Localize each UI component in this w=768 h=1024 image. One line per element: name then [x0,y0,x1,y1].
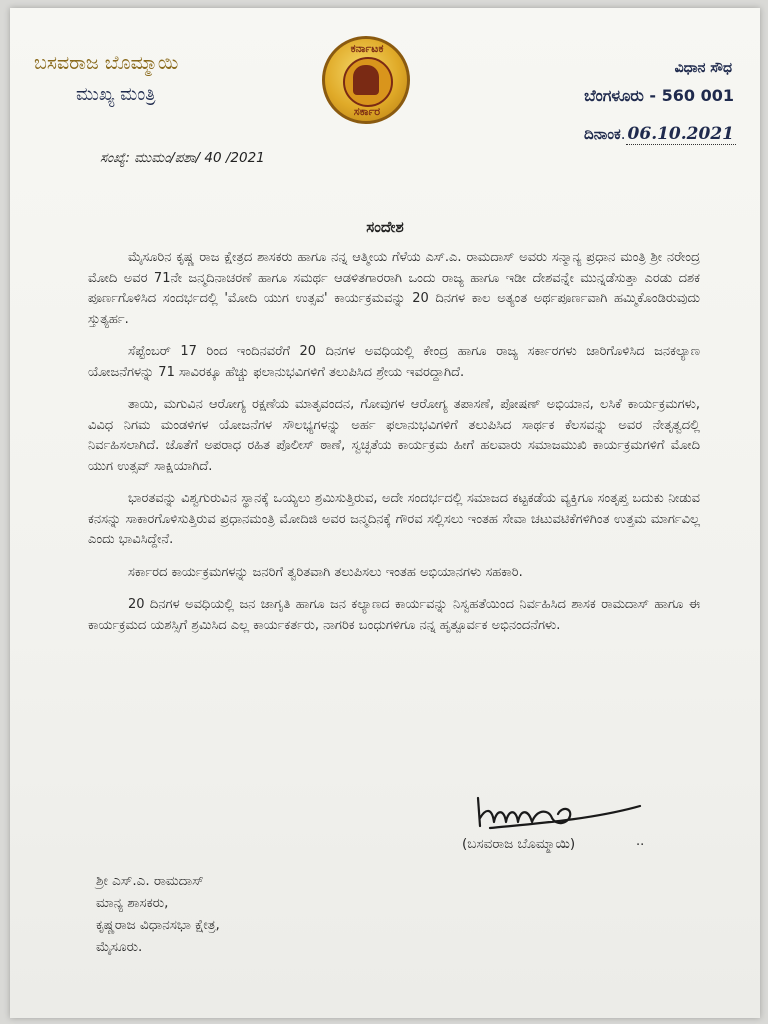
date-value: 06.10.2021 [627,124,734,144]
seal-bottom-text: ಸರ್ಕಾರ [353,105,381,118]
letter-subject: ಸಂದೇಶ [366,218,404,236]
signature-mark: ·· [636,838,645,853]
body-paragraph-5: ಸರ್ಕಾರದ ಕಾರ್ಯಕ್ರಮಗಳನ್ನು ಜನರಿಗೆ ತ್ವರಿತವಾಗಿ ತಲುಪಿಸಲು ಇಂತಹ ಅಭಿಯಾನಗಳು ಸಹಕಾರಿ. [128,564,523,580]
seal-top-text: ಕರ್ನಾಟಕ [350,42,384,55]
body-paragraph-3: ತಾಯಿ, ಮಗುವಿನ ಆರೋಗ್ಯ ರಕ್ಷಣೆಯ ಮಾತೃವಂದನ, ಗೋವುಗಳ ಆರೋಗ್ಯ ತಪಾಸಣೆ, ಪೋಷಣ್ ಅಭಿಯಾನ, ಲಸಿಕೆ ಕಾರ್ಯಕ್ರಮಗಳು, ವಿವಿಧ ನಿಗಮ ಮಂಡಳಿಗಳ ಯೋಜನೆಗಳ ಸೌಲಭ್ಯಗಳನ್ನು ಅರ್ಹ ಫಲಾನುಭವಿಗಳಿಗೆ ತಲುಪಿಸಿದ ಸಾರ್ಥಕ ಕೆಲಸವನ್ನು ಅವರ ನೇತೃತ್ವದಲ್ಲಿ ನಿರ್ವಹಿಸಲಾಗಿದೆ. ಜೊತೆಗೆ ಅಪರಾಧ ರಹಿತ ಪೊಲೀಸ್ ಠಾಣೆ, ಸ್ವಚ್ಛತೆಯ ಕಾರ್ಯಕ್ರಮ ಹೀಗೆ ಹಲವಾರು ಸಮಾಜಮುಖಿ ಕಾರ್ಯಕ್ರಮಗಳಿಗೆ ಮೋದಿ ಯುಗ ಉತ್ಸವ್ ಸಾಕ್ಷಿಯಾಗಿದೆ. [88,397,700,474]
reference-number: ಸಂಖ್ಯೆ: ಮುಮಂ/ಪಶಾ/ 40 /2021 [100,150,265,166]
date-separator: . [620,125,626,143]
handwritten-signature-icon [450,778,650,840]
address-line-2: ಬೆಂಗಳೂರು - 560 001 [584,86,734,105]
sender-title: ಮುಖ್ಯ ಮಂತ್ರಿ [76,84,156,105]
seal-emblem-ring [343,57,393,107]
recipient-title: ಮಾನ್ಯ ಶಾಸಕರು, [96,895,169,911]
letter-body [88,248,700,648]
body-paragraph-4: ಭಾರತವನ್ನು ವಿಶ್ವಗುರುವಿನ ಸ್ಥಾನಕ್ಕೆ ಒಯ್ಯಲು ಶ್ರಮಿಸುತ್ತಿರುವ, ಅದೇ ಸಂದರ್ಭದಲ್ಲಿ ಸಮಾಜದ ಕಟ್ಟಕಡೆಯ ವ್ಯಕ್ತಿಗೂ ಸಂತೃಪ್ತ ಬದುಕು ನೀಡುವ ಕನಸನ್ನು ಸಾಕಾರಗೊಳಿಸುತ್ತಿರುವ ಪ್ರಧಾನಮಂತ್ರಿ ಮೋದಿಜಿ ಅವರ ಜನ್ಮದಿನಕ್ಕೆ ಗೌರವ ಸಲ್ಲಿಸಲು ಇಂತಹ ಸೇವಾ ಚಟುವಟಿಕೆಗಳಿಗಿಂತ ಉತ್ತಮ ಮಾರ್ಗವಿಲ್ಲ ಎಂದು ಭಾವಿಸಿದ್ದೇನೆ. [88,491,700,547]
seal-emblem-icon [353,65,379,95]
body-paragraph-2: ಸೆಪ್ಟೆಂಬರ್ 17 ರಿಂದ ಇಂದಿನವರೆಗೆ 20 ದಿನಗಳ ಅವಧಿಯಲ್ಲಿ ಕೇಂದ್ರ ಹಾಗೂ ರಾಜ್ಯ ಸರ್ಕಾರಗಳು ಜಾರಿಗೊಳಿಸಿದ ಜನಕಲ್ಯಾಣ ಯೋಜನೆಗಳನ್ನು 71 ಸಾವಿರಕ್ಕೂ ಹೆಚ್ಚು ಫಲಾನುಭವಿಗಳಿಗೆ ತಲುಪಿಸಿದ ಶ್ರೇಯ ಇವರದ್ದಾಗಿದೆ. [88,344,700,380]
recipient-constituency: ಕೃಷ್ಣರಾಜ ವಿಧಾನಸಭಾ ಕ್ಷೇತ್ರ, [96,917,220,933]
recipient-city: ಮೈಸೂರು. [96,939,143,955]
karnataka-seal-icon [322,36,410,124]
recipient-name: ಶ್ರೀ ಎಸ್.ಎ. ರಾಮದಾಸ್ [96,873,204,889]
signatory-name: (ಬಸವರಾಜ ಬೊಮ್ಮಾಯಿ) [462,836,576,852]
sender-name: ಬಸವರಾಜ ಬೊಮ್ಮಾಯಿ [34,52,179,74]
address-line-1: ವಿಧಾನ ಸೌಧ [674,60,732,76]
body-paragraph-1: ಮೈಸೂರಿನ ಕೃಷ್ಣ ರಾಜ ಕ್ಷೇತ್ರದ ಶಾಸಕರು ಹಾಗೂ ನನ್ನ ಆತ್ಮೀಯ ಗೆಳೆಯ ಎಸ್.ಎ. ರಾಮದಾಸ್ ಅವರು ಸನ್ಮಾನ್ಯ ಪ್ರಧಾನ ಮಂತ್ರಿ ಶ್ರೀ ನರೇಂದ್ರ ಮೋದಿ ಅವರ 71ನೇ ಜನ್ಮದಿನಾಚರಣೆ ಹಾಗೂ ಸಮರ್ಥ ಆಡಳಿತಗಾರರಾಗಿ ಒಂದು ರಾಜ್ಯ ಹಾಗೂ ಇಡೀ ದೇಶವನ್ನೇ ಮುನ್ನಡೆಸುತ್ತಾ ಎರಡು ದಶಕ ಪೂರ್ಣಗೊಳಿಸಿದ ಸಂದರ್ಭದಲ್ಲಿ 'ಮೋದಿ ಯುಗ ಉತ್ಸವ' ಕಾರ್ಯಕ್ರಮವನ್ನು 20 ದಿನಗಳ ಕಾಲ ಅತ್ಯಂತ ಅರ್ಥಪೂರ್ಣವಾಗಿ ಹಮ್ಮಿಕೊಂಡಿರುವುದು ಸ್ತುತ್ಯರ್ಹ. [88,250,700,327]
letter-page [10,8,760,1018]
recipient-block [96,870,220,958]
date-label: ದಿನಾಂಕ [584,125,621,143]
date-line [584,124,736,144]
body-paragraph-6: 20 ದಿನಗಳ ಅವಧಿಯಲ್ಲಿ ಜನ ಜಾಗೃತಿ ಹಾಗೂ ಜನ ಕಲ್ಯಾಣದ ಕಾರ್ಯವನ್ನು ನಿಸ್ವಹತೆಯಿಂದ ನಿರ್ವಹಿಸಿದ ಶಾಸಕ ರಾಮದಾಸ್ ಹಾಗೂ ಈ ಕಾರ್ಯಕ್ರಮದ ಯಶಸ್ಸಿಗೆ ಶ್ರಮಿಸಿದ ಎಲ್ಲ ಕಾರ್ಯಕರ್ತರು, ನಾಗರಿಕ ಬಂಧುಗಳಿಗೂ ನನ್ನ ಹೃತ್ಪೂರ್ವಕ ಅಭಿನಂದನೆಗಳು. [88,597,700,633]
